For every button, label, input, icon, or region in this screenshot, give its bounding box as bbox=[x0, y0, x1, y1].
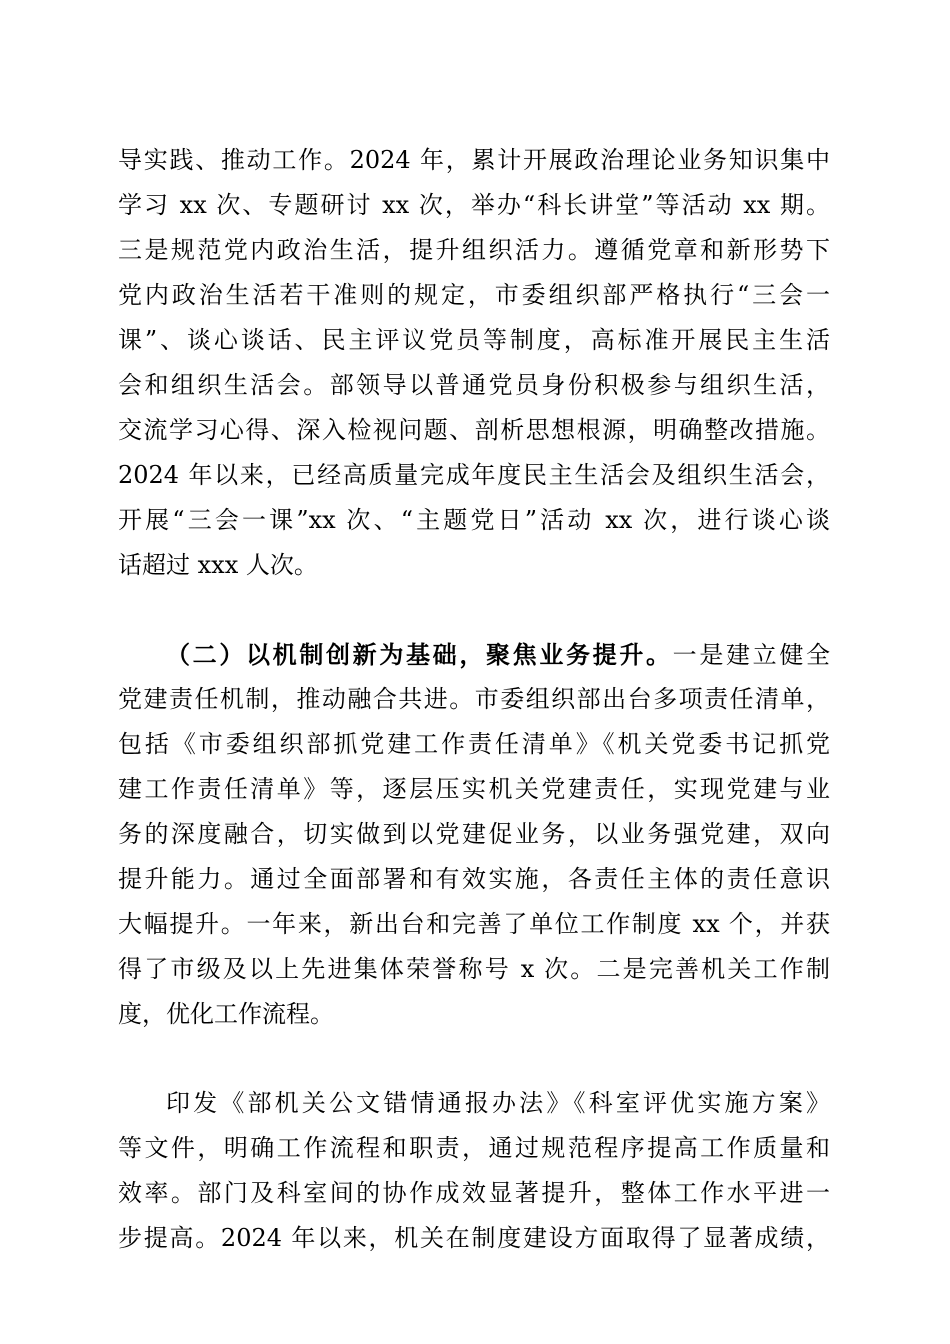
text-line: 建工作责任清单》等，逐层压实机关党建责任，实现党建与业 bbox=[118, 775, 830, 803]
text-line: 务的深度融合，切实做到以党建促业务，以业务强党建，双向 bbox=[118, 820, 830, 848]
text-line: 度，优化工作流程。 bbox=[118, 1000, 334, 1028]
text-line: 2024 年以来，已经高质量完成年度民主生活会及组织生活会， bbox=[118, 461, 830, 489]
text-line: 印发《部机关公文错情通报办法》《科室评优实施方案》 bbox=[166, 1089, 830, 1117]
paragraph-3 bbox=[118, 1081, 830, 1261]
text-line: 话超过 xxx 人次。 bbox=[118, 551, 318, 579]
text-line: 步提高。2024 年以来，机关在制度建设方面取得了显著成绩， bbox=[118, 1224, 830, 1252]
text-line: 导实践、推动工作。2024 年，累计开展政治理论业务知识集中 bbox=[118, 146, 830, 174]
text-line: 学习 xx 次、专题研讨 xx 次，举办“科长讲堂”等活动 xx 期。 bbox=[118, 191, 830, 219]
text-line: 提升能力。通过全面部署和有效实施，各责任主体的责任意识 bbox=[118, 865, 830, 893]
text-line: 会和组织生活会。部领导以普通党员身份积极参与组织生活， bbox=[118, 371, 830, 399]
text-line: 包括《市委组织部抓党建工作责任清单》《机关党委书记抓党 bbox=[118, 730, 830, 758]
text-line: 党建责任机制，推动融合共进。市委组织部出台多项责任清单， bbox=[118, 685, 830, 713]
text-line: 开展“三会一课”xx 次、“主题党日”活动 xx 次，进行谈心谈 bbox=[118, 506, 830, 534]
text-line: 交流学习心得、深入检视问题、剖析思想根源，明确整改措施。 bbox=[118, 416, 830, 444]
paragraph-2 bbox=[118, 632, 830, 1037]
text-line: 大幅提升。一年来，新出台和完善了单位工作制度 xx 个，并获 bbox=[118, 910, 830, 938]
section-heading: （二）以机制创新为基础，聚焦业务提升。 bbox=[166, 640, 673, 669]
heading-line-rest: 一是建立健全 bbox=[672, 641, 831, 669]
text-line: 三是规范党内政治生活，提升组织活力。遵循党章和新形势下 bbox=[118, 236, 830, 264]
text-line: 课”、谈心谈话、民主评议党员等制度，高标准开展民主生活 bbox=[118, 326, 830, 354]
document-body bbox=[118, 138, 830, 1261]
paragraph-1 bbox=[118, 138, 830, 588]
text-line bbox=[118, 632, 830, 677]
text-line: 得了市级及以上先进集体荣誉称号 x 次。二是完善机关工作制 bbox=[118, 955, 830, 983]
text-line: 等文件，明确工作流程和职责，通过规范程序提高工作质量和 bbox=[118, 1134, 830, 1162]
text-line: 效率。部门及科室间的协作成效显著提升，整体工作水平进一 bbox=[118, 1179, 830, 1207]
text-line: 党内政治生活若干准则的规定，市委组织部严格执行“三会一 bbox=[118, 281, 830, 309]
